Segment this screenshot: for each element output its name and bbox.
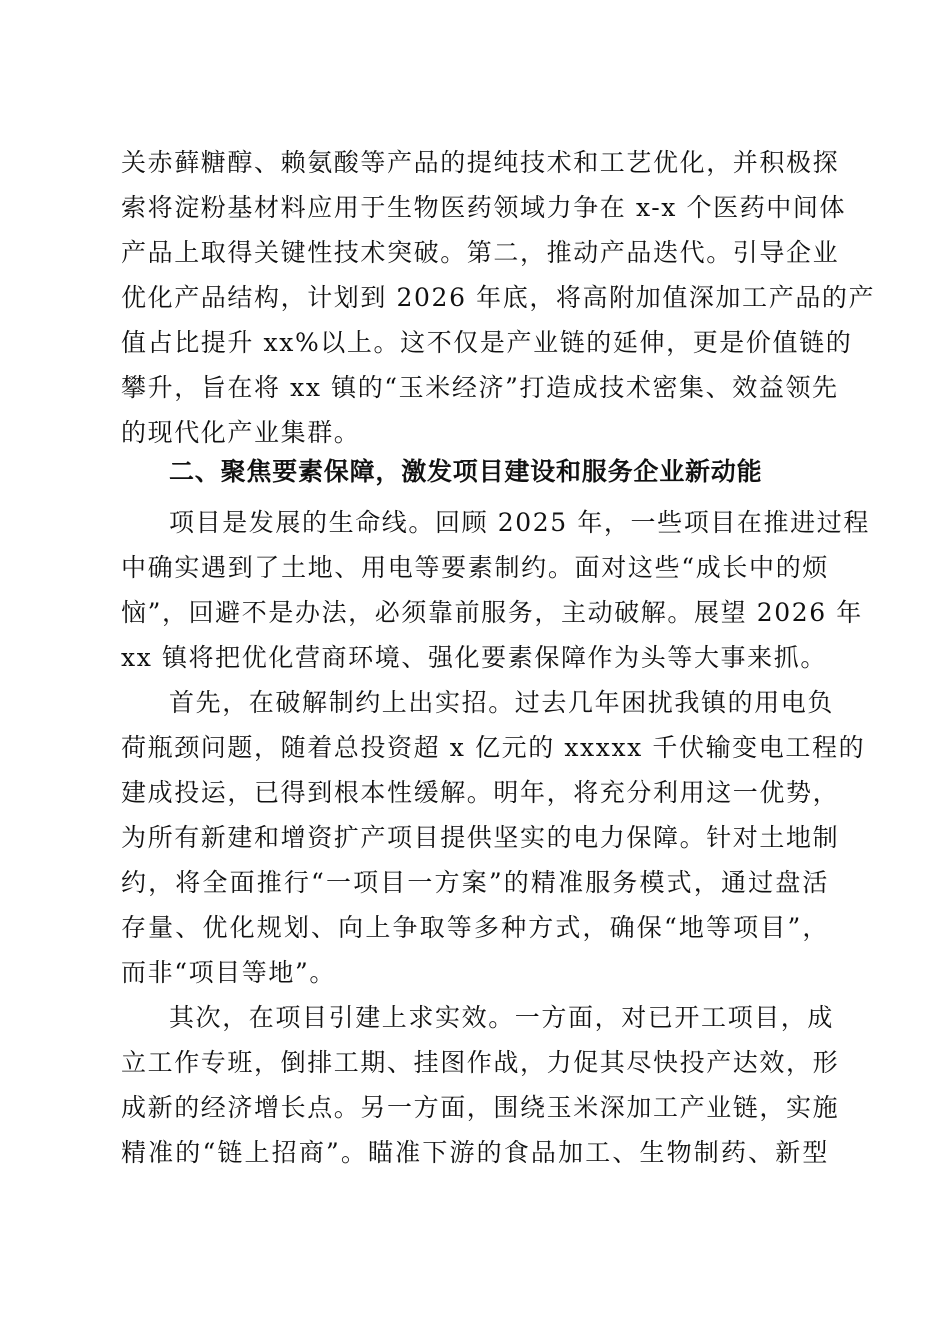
paragraph-line: 恼”，回避不是办法，必须靠前服务，主动破解。展望 2026 年 xyxy=(121,598,863,627)
paragraph-line: 首先，在破解制约上出实招。过去几年困扰我镇的用电负 xyxy=(169,688,835,717)
paragraph-line: 立工作专班，倒排工期、挂图作战，力促其尽快投产达效，形 xyxy=(121,1048,840,1077)
paragraph-line: 成新的经济增长点。另一方面，围绕玉米深加工产业链，实施 xyxy=(121,1093,840,1122)
paragraph-line: 产品上取得关键性技术突破。第二，推动产品迭代。引导企业 xyxy=(121,238,840,267)
paragraph-line: 为所有新建和增资扩产项目提供坚实的电力保障。针对土地制 xyxy=(121,823,840,852)
paragraph-1 xyxy=(121,500,870,680)
paragraph-line: 约，将全面推行“一项目一方案”的精准服务模式，通过盘活 xyxy=(121,868,829,897)
paragraph-line: 索将淀粉基材料应用于生物医药领域力争在 x-x 个医药中间体 xyxy=(121,193,847,222)
paragraph-line: xx 镇将把优化营商环境、强化要素保障作为头等大事来抓。 xyxy=(121,643,827,672)
paragraph-3 xyxy=(121,995,840,1175)
paragraph-2 xyxy=(121,680,866,995)
paragraph-line: 值占比提升 xx%以上。这不仅是产业链的延伸，更是价值链的 xyxy=(121,328,853,357)
paragraph-continued xyxy=(121,140,876,455)
paragraph-line: 其次，在项目引建上求实效。一方面，对已开工项目，成 xyxy=(169,1003,835,1032)
paragraph-line: 精准的“链上招商”。瞄准下游的食品加工、生物制药、新型 xyxy=(121,1138,829,1167)
paragraph-line: 优化产品结构，计划到 2026 年底，将高附加值深加工产品的产 xyxy=(121,283,876,312)
paragraph-line: 中确实遇到了土地、用电等要素制约。面对这些“成长中的烦 xyxy=(121,553,829,582)
paragraph-line: 而非“项目等地”。 xyxy=(121,958,336,987)
paragraph-line: 存量、优化规划、向上争取等多种方式，确保“地等项目”， xyxy=(121,913,829,942)
paragraph-line: 攀升，旨在将 xx 镇的“玉米经济”打造成技术密集、效益领先 xyxy=(121,373,839,402)
paragraph-line: 荷瓶颈问题，随着总投资超 x 亿元的 xxxxx 千伏输变电工程的 xyxy=(121,733,866,762)
paragraph-line: 建成投运，已得到根本性缓解。明年，将充分利用这一优势， xyxy=(121,778,840,807)
paragraph-line: 关赤藓糖醇、赖氨酸等产品的提纯技术和工艺优化，并积极探 xyxy=(121,148,840,177)
paragraph-line: 项目是发展的生命线。回顾 2025 年，一些项目在推进过程 xyxy=(169,508,870,537)
section-heading: 二、聚焦要素保障，激发项目建设和服务企业新动能 xyxy=(169,457,763,486)
paragraph-line: 的现代化产业集群。 xyxy=(121,418,361,447)
